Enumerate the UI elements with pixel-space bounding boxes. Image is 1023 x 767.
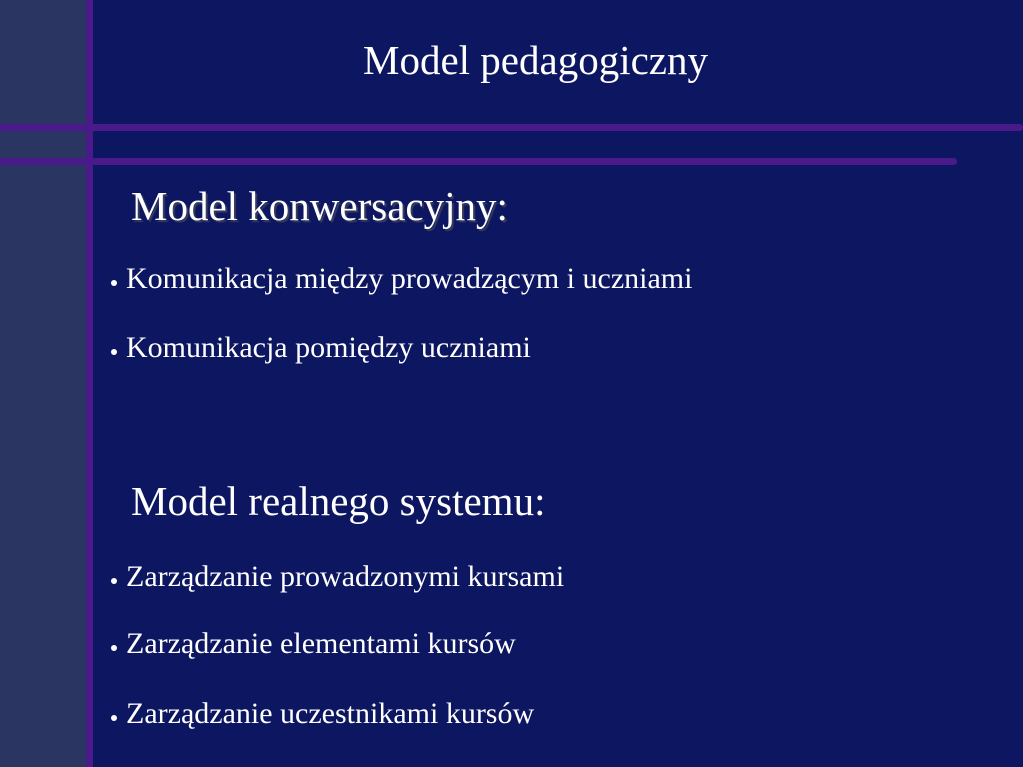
list-item bbox=[111, 559, 564, 595]
vertical-accent-line bbox=[86, 0, 93, 767]
bullet-icon bbox=[111, 349, 117, 355]
list-item bbox=[111, 696, 534, 732]
list-item bbox=[111, 330, 531, 366]
list-item bbox=[111, 626, 516, 662]
horizontal-accent-line-top bbox=[0, 124, 1023, 131]
left-decorative-band bbox=[0, 0, 87, 767]
list-item-text: Zarządzanie prowadzonymi kursami bbox=[126, 560, 565, 593]
list-item-text: Komunikacja między prowadzącym i uczniami bbox=[126, 262, 693, 295]
slide-title: Model pedagogiczny bbox=[363, 37, 708, 83]
section-heading-real-system: Model realnego systemu: bbox=[131, 478, 546, 524]
list-item-text: Zarządzanie elementami kursów bbox=[126, 627, 516, 660]
list-item-text: Komunikacja pomiędzy uczniami bbox=[126, 331, 531, 364]
bullet-icon bbox=[111, 578, 117, 584]
list-item-text: Zarządzanie uczestnikami kursów bbox=[126, 697, 535, 730]
horizontal-accent-line-bottom bbox=[0, 158, 957, 165]
list-item bbox=[111, 261, 692, 297]
bullet-icon bbox=[111, 280, 117, 286]
bullet-icon bbox=[111, 645, 117, 651]
section-heading-conversational: Model konwersacyjny: bbox=[131, 183, 508, 229]
bullet-icon bbox=[111, 715, 117, 721]
